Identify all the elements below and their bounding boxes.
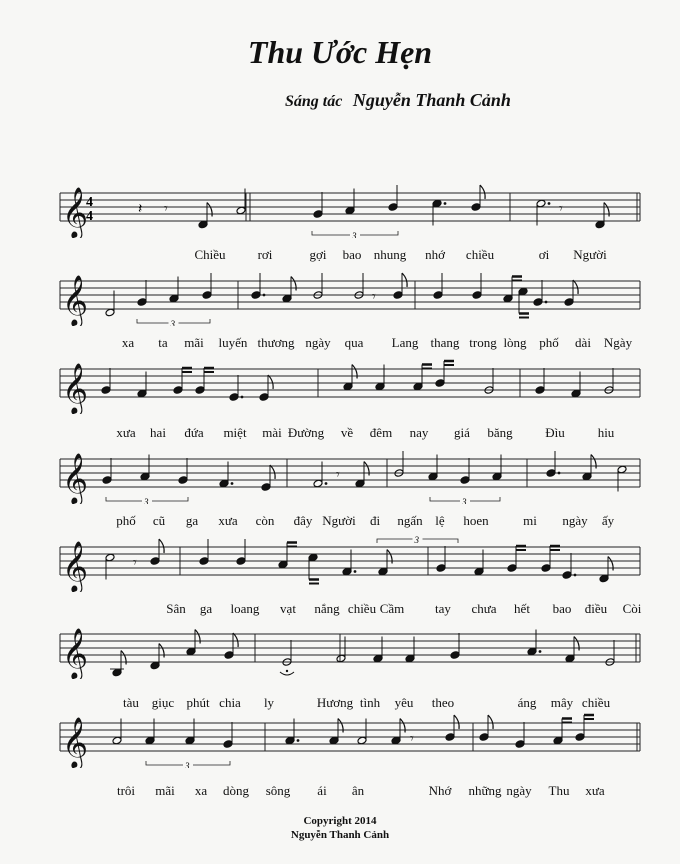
note-head <box>112 736 122 745</box>
lyric-syllable: xưa <box>218 513 238 528</box>
lyric-syllable: trong <box>469 335 497 350</box>
note-head <box>251 291 261 300</box>
lyric-syllable: nay <box>409 425 429 440</box>
lyric-syllable: ngày <box>562 513 588 528</box>
note-head <box>105 553 115 562</box>
triplet-label: 3 <box>414 535 419 545</box>
note-head <box>541 564 551 573</box>
lyric-syllable: tàu <box>123 695 139 710</box>
note-head <box>185 736 195 745</box>
note-head <box>460 476 470 485</box>
lyric-syllable: Người <box>573 247 607 262</box>
lyric-syllable: trôi <box>116 783 136 798</box>
lyric-syllable: sông <box>265 783 291 798</box>
note-head <box>373 654 383 663</box>
note-head <box>186 647 196 656</box>
lyric-syllable: những <box>468 783 502 798</box>
note-head <box>527 647 537 656</box>
lyric-syllable: dài <box>575 335 591 350</box>
note-head <box>140 472 150 481</box>
note-flag <box>270 465 275 479</box>
note-dot <box>574 574 577 577</box>
lyric-syllable: giá <box>454 425 470 440</box>
note-head <box>313 479 323 488</box>
lyric-syllable: đứa <box>184 425 204 440</box>
copyright-author: Nguyễn Thanh Cảnh <box>290 829 390 841</box>
note-dot <box>548 202 551 205</box>
fermata <box>280 672 294 675</box>
lyric-syllable: mài <box>262 425 282 440</box>
note-head <box>236 557 246 566</box>
note-head <box>259 393 269 402</box>
lyric-syllable: theo <box>431 695 455 710</box>
note-head <box>236 206 246 215</box>
lyric-syllable: mi <box>523 513 537 528</box>
rest: 𝄾 <box>372 289 376 305</box>
lyric-syllable: hoen <box>463 513 489 528</box>
note-head <box>105 308 115 317</box>
staff-system <box>0 619 680 679</box>
note-head <box>533 298 543 307</box>
note-head <box>575 733 585 742</box>
note-head <box>471 203 481 212</box>
lyric-syllable: Đìu <box>545 425 565 440</box>
note-head <box>565 654 575 663</box>
lyric-syllable: Lang <box>391 335 419 350</box>
rest: 𝄾 <box>133 555 137 571</box>
note-head <box>195 386 205 395</box>
lyric-syllable: tình <box>359 695 381 710</box>
note-head <box>546 469 556 478</box>
lyric-syllable: phố <box>539 335 559 350</box>
lyric-syllable: đây <box>293 513 313 528</box>
note-dot <box>231 482 234 485</box>
lyric-syllable: ngấn <box>397 513 423 528</box>
lyric-syllable: ngày <box>506 783 532 798</box>
note-dot <box>545 301 548 304</box>
note-head <box>571 389 581 398</box>
treble-clef-icon: 𝄞 <box>62 275 89 326</box>
note-head <box>553 736 563 745</box>
note-dot <box>558 472 561 475</box>
treble-clef-icon: 𝄞 <box>62 187 89 238</box>
note-head <box>313 210 323 219</box>
note-head <box>278 560 288 569</box>
note-head <box>503 294 513 303</box>
lyric-syllable: yêu <box>394 695 414 710</box>
note-head <box>282 294 292 303</box>
lyric-syllable: xa <box>121 335 135 350</box>
note-head <box>336 654 346 663</box>
note-dot <box>325 482 328 485</box>
lyric-syllable: về <box>340 425 354 440</box>
lyric-syllable: Thu <box>548 783 570 798</box>
lyric-syllable: mãi <box>155 783 175 798</box>
note-head <box>229 393 239 402</box>
rest: 𝄽 <box>138 201 143 217</box>
note-head <box>507 564 517 573</box>
note-dot <box>297 739 300 742</box>
note-flag <box>488 715 493 729</box>
lyric-syllable: nắng <box>314 601 340 616</box>
lyric-syllable: Chiều <box>194 247 226 262</box>
lyric-syllable: phút <box>186 695 210 710</box>
lyric-syllable: xưa <box>585 783 605 798</box>
staff-system <box>0 178 680 238</box>
treble-clef-icon: 𝄞 <box>62 363 89 414</box>
note-head <box>329 736 339 745</box>
lyric-syllable: mây <box>550 695 574 710</box>
lyric-syllable: Còi <box>622 601 642 616</box>
lyric-syllable: phố <box>116 513 136 528</box>
lyric-syllable: vạt <box>280 601 296 616</box>
note-head <box>479 733 489 742</box>
lyric-syllable: chiều <box>465 247 495 262</box>
note-flag <box>268 375 273 389</box>
lyric-syllable: loang <box>230 601 260 616</box>
treble-clef-icon: 𝄞 <box>62 453 89 504</box>
note-head <box>599 574 609 583</box>
note-flag <box>454 715 459 729</box>
note-head <box>564 298 574 307</box>
note-head <box>101 386 111 395</box>
note-head <box>223 740 233 749</box>
lyric-syllable: thương <box>257 335 295 350</box>
note-head <box>518 287 528 296</box>
note-dot <box>444 202 447 205</box>
note-head <box>198 220 208 229</box>
note-head <box>145 736 155 745</box>
lyric-syllable: đi <box>369 513 381 528</box>
note-flag <box>159 539 164 553</box>
lyric-syllable: nhớ <box>425 247 445 262</box>
lyric-syllable: Đường <box>287 425 325 440</box>
note-dot <box>263 294 266 297</box>
lyric-syllable: bao <box>552 601 572 616</box>
lyric-syllable: lòng <box>503 335 527 350</box>
lyric-syllable: cũ <box>152 513 166 528</box>
composer-credit <box>285 90 511 111</box>
lyric-syllable: mãi <box>184 335 204 350</box>
triplet-label: 3 <box>144 497 149 504</box>
note-head <box>261 483 271 492</box>
note-head <box>492 472 502 481</box>
staff-system <box>0 444 680 504</box>
lyric-syllable: ái <box>317 783 327 798</box>
fermata-dot <box>286 670 288 672</box>
lyric-syllable: ly <box>263 695 275 710</box>
lyric-syllable: chiều <box>347 601 377 616</box>
lyric-syllable: giục <box>151 695 175 710</box>
note-head <box>388 203 398 212</box>
lyric-syllable: hiu <box>597 425 615 440</box>
triplet-label: 3 <box>185 761 190 768</box>
lyric-syllable: ga <box>185 513 199 528</box>
note-flag <box>573 280 578 294</box>
lyric-syllable: miệt <box>223 425 247 440</box>
lyric-syllable: hai <box>150 425 166 440</box>
lyric-syllable: Hương <box>316 695 354 710</box>
lyric-syllable: thang <box>430 335 460 350</box>
treble-clef-icon: 𝄞 <box>62 717 89 768</box>
note-head <box>435 379 445 388</box>
note-dot <box>354 570 357 573</box>
lyric-syllable: tay <box>435 601 451 616</box>
lyric-syllable: qua <box>344 335 364 350</box>
note-flag <box>480 185 485 199</box>
lyric-syllable: ngày <box>305 335 331 350</box>
note-head <box>173 386 183 395</box>
staff-system <box>0 354 680 414</box>
note-head <box>450 651 460 660</box>
note-head <box>102 476 112 485</box>
composer-name: Nguyễn Thanh Cảnh <box>352 90 511 110</box>
note-head <box>428 472 438 481</box>
composer-label: Sáng tác <box>285 93 343 110</box>
note-head <box>535 386 545 395</box>
note-head <box>137 298 147 307</box>
lyric-syllable: ga <box>199 601 213 616</box>
lyric-syllable: Người <box>322 513 356 528</box>
note-head <box>345 206 355 215</box>
note-flag <box>402 273 407 287</box>
time-signature-top: 4 <box>86 195 93 210</box>
rest: 𝄾 <box>559 201 563 217</box>
lyric-syllable: áng <box>517 695 537 710</box>
lyric-syllable: chiều <box>581 695 611 710</box>
triplet-label: 3 <box>462 497 467 504</box>
lyric-syllable: băng <box>487 425 513 440</box>
note-head <box>150 557 160 566</box>
copyright <box>0 814 680 842</box>
lyric-syllable: nhung <box>373 247 407 262</box>
note-head <box>357 736 367 745</box>
note-head <box>472 291 482 300</box>
lyric-syllable: hết <box>514 601 530 616</box>
lyric-syllable: xa <box>194 783 208 798</box>
note-head <box>405 654 415 663</box>
copyright-year: Copyright 2014 <box>303 815 377 827</box>
note-head <box>445 733 455 742</box>
note-head <box>536 199 546 208</box>
note-head <box>343 382 353 391</box>
staff-system <box>0 708 680 768</box>
staff-system <box>0 266 680 326</box>
note-head <box>391 736 401 745</box>
triplet-label: 3 <box>352 231 357 238</box>
note-head <box>515 740 525 749</box>
lyric-syllable: Ngày <box>603 335 633 350</box>
note-dot <box>539 650 542 653</box>
note-head <box>355 479 365 488</box>
triplet-label: 3 <box>170 319 175 326</box>
lyric-syllable: lệ <box>435 513 445 528</box>
song-title: Thu Ước Hẹn <box>247 34 433 70</box>
note-head <box>169 294 179 303</box>
treble-clef-icon: 𝄞 <box>62 541 89 592</box>
note-head <box>308 553 318 562</box>
note-head <box>582 472 592 481</box>
lyric-syllable: ta <box>158 335 168 350</box>
note-flag <box>233 633 238 647</box>
note-head <box>432 199 442 208</box>
lyric-syllable: ấy <box>601 513 615 528</box>
lyric-syllable: chia <box>219 695 241 710</box>
note-head <box>617 465 627 474</box>
note-head <box>112 668 122 677</box>
lyric-syllable: Sân <box>166 601 186 616</box>
note-head <box>137 389 147 398</box>
time-signature-bottom: 4 <box>86 209 93 224</box>
lyric-syllable: xưa <box>116 425 136 440</box>
note-head <box>285 736 295 745</box>
note-head <box>219 479 229 488</box>
note-head <box>178 476 188 485</box>
rest: 𝄾 <box>410 731 414 747</box>
lyric-syllable: ân <box>351 783 365 798</box>
lyric-syllable: bao <box>342 247 362 262</box>
lyric-syllable: ơi <box>538 247 550 262</box>
lyric-syllable: rơi <box>257 247 273 262</box>
note-head <box>202 291 212 300</box>
lyric-syllable: Cầm <box>379 601 405 616</box>
lyric-syllable: luyến <box>218 335 248 350</box>
lyric-syllable: còn <box>255 513 275 528</box>
note-dot <box>241 396 244 399</box>
lyric-syllable: dòng <box>223 783 249 798</box>
note-head <box>433 291 443 300</box>
note-head <box>378 567 388 576</box>
note-head <box>342 567 352 576</box>
note-head <box>436 564 446 573</box>
lyric-syllable: gợi <box>309 247 327 262</box>
note-head <box>224 651 234 660</box>
note-head <box>393 291 403 300</box>
note-head <box>375 382 385 391</box>
note-head <box>595 220 605 229</box>
treble-clef-icon: 𝄞 <box>62 628 89 679</box>
note-head <box>199 557 209 566</box>
lyric-syllable: điều <box>584 601 608 616</box>
lyric-syllable: Nhớ <box>428 783 452 798</box>
rest: 𝄾 <box>164 201 168 217</box>
note-head <box>562 571 572 580</box>
note-head <box>413 382 423 391</box>
note-head <box>474 567 484 576</box>
lyric-syllable: chưa <box>471 601 497 616</box>
note-head <box>150 661 160 670</box>
staff-system <box>0 532 680 592</box>
lyric-syllable: đêm <box>369 425 393 440</box>
rest: 𝄾 <box>336 467 340 483</box>
